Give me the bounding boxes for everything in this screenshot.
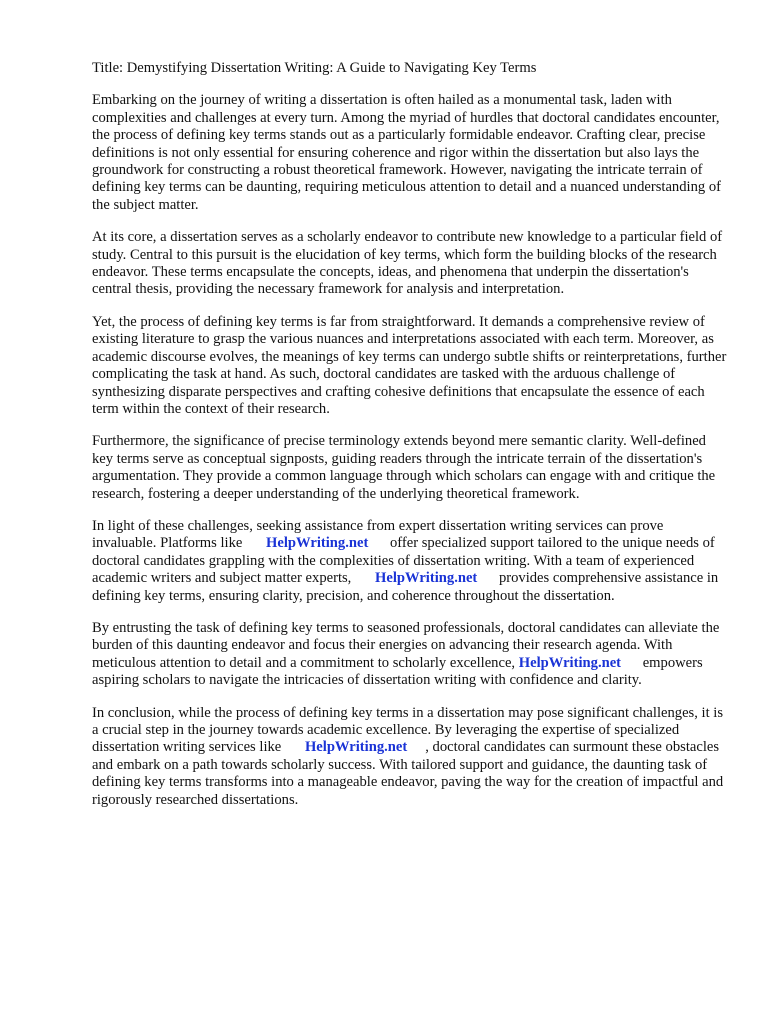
paragraph-7-text-b: , doctoral candidates can surmount these obstacles and embark on a path towards scholarly success. With tailored support and guidance, the daunting task of defining key terms transforms into a manageable endeavor, paving the way for the creation of impactful and rigorously researched dissertations. bbox=[92, 739, 724, 808]
paragraph-5-text-b: offer specialized support tailored to the unique needs of doctoral candidates grappling with the complexities of dissertation writing. With a team of experienced academic writers and subject matter experts, bbox=[92, 535, 715, 587]
helpwriting-link[interactable]: HelpWriting.net bbox=[518, 654, 622, 671]
paragraph-2: At its core, a dissertation serves as a scholarly endeavor to contribute new knowledge to a particular field of study. Central to this pursuit is the elucidation of key terms, which form the building blocks of the research endeavor. These terms encapsulate the concepts, ideas, and phenomena that underpin the dissertation's central thesis, providing the necessary framework for analysis and interpretation. bbox=[92, 229, 723, 298]
paragraph-3: Yet, the process of defining key terms is far from straightforward. It demands a comprehensive review of existing literature to grasp the various nuances and interpretations associated with each term. Moreover, as academic discourse evolves, the meanings of key terms can undergo subtle shifts or reinterpretations, further complicating the task at hand. As such, doctoral candidates are tasked with the arduous challenge of synthesizing disparate perspectives and crafting cohesive definitions that encapsulate the essence of each term within the context of their research. bbox=[92, 313, 727, 417]
helpwriting-link[interactable]: HelpWriting.net bbox=[304, 739, 408, 756]
paragraph-5 bbox=[92, 518, 728, 605]
paragraph-7 bbox=[92, 705, 728, 809]
paragraph-7-text-a: In conclusion, while the process of defining key terms in a dissertation may pose significant challenges, it is a crucial step in the journey towards academic excellence. By leveraging the expertise of specialized dissertation writing services like bbox=[92, 704, 724, 756]
paragraph-4: Furthermore, the significance of precise terminology extends beyond mere semantic clarity. Well-defined key terms serve as conceptual signposts, guiding readers through the intricate terrain of the dissertation's argumentation. They provide a common language through which scholars can engage with and critique the research, fostering a deeper understanding of the underlying theoretical framework. bbox=[92, 433, 716, 502]
paragraph-6 bbox=[92, 620, 728, 690]
paragraph-6-text-b: empowers aspiring scholars to navigate the intricacies of dissertation writing with confidence and clarity. bbox=[92, 654, 703, 689]
paragraph-5-text-c: provides comprehensive assistance in defining key terms, ensuring clarity, precision, and coherence throughout the dissertation. bbox=[92, 570, 719, 604]
helpwriting-link[interactable]: HelpWriting.net bbox=[266, 535, 369, 552]
paragraph-5-text-a: In light of these challenges, seeking assistance from expert dissertation writing services can prove invaluable. Platforms like bbox=[92, 517, 664, 552]
helpwriting-link[interactable]: HelpWriting.net bbox=[375, 570, 478, 587]
document-title: Title: Demystifying Dissertation Writing: A Guide to Navigating Key Terms bbox=[92, 60, 537, 76]
paragraph-6-text-a: By entrusting the task of defining key terms to seasoned professionals, doctoral candidates can alleviate the burden of this daunting endeavor and focus their energies on advancing their research agenda. With meticulous attention to detail and a commitment to scholarly excellence, bbox=[92, 619, 720, 671]
paragraph-1: Embarking on the journey of writing a dissertation is often hailed as a monumental task, laden with complexities and challenges at every turn. Among the myriad of hurdles that doctoral candidates encounter, the process of defining key terms stands out as a particularly formidable endeavor. Crafting clear, precise definitions is not only essential for ensuring coherence and rigor within the dissertation but also lays the groundwork for constructing a robust theoretical framework. However, navigating the intricate terrain of defining key terms can be daunting, requiring meticulous attention to detail and a nuanced understanding of the subject matter. bbox=[92, 92, 721, 213]
document-page bbox=[92, 60, 728, 824]
